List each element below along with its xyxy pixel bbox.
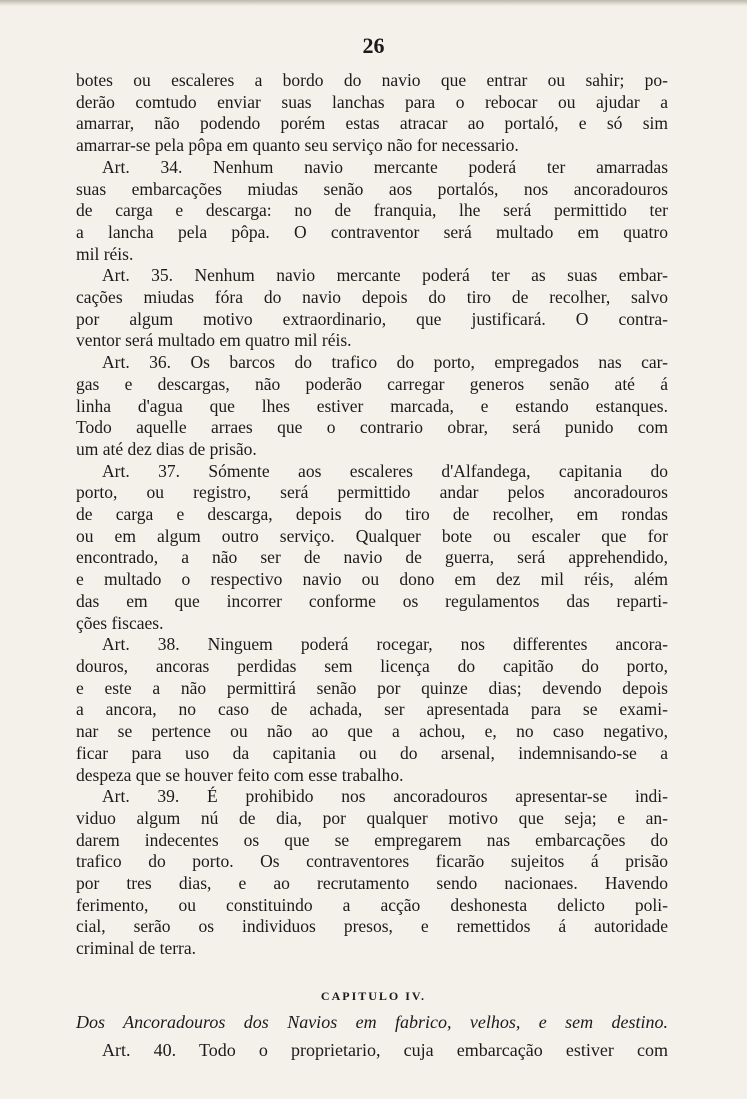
text-line: ventor será multado em quatro mil réis.	[76, 330, 352, 351]
text-line: a ancora, no caso de achada, ser apresentada para se exami-	[76, 699, 668, 720]
text-line: por tres dias, e ao recrutamento sendo nacionaes. Havendo	[76, 873, 668, 894]
text-line: e multado o respectivo navio ou dono em dez mil réis, além	[76, 569, 668, 590]
text-line: um até dez dias de prisão.	[76, 438, 257, 459]
text-line: ções fiscaes.	[76, 612, 164, 633]
body-text	[76, 70, 668, 960]
text-line: viduo algum nú de dia, por qualquer motivo que seja; e an-	[76, 807, 668, 828]
text-line: amarrar-se pela pôpa em quanto seu serviço não for necessario.	[76, 135, 519, 156]
text-line: criminal de terra.	[76, 938, 197, 959]
text-line: ficar para uso da capitania ou do arsenal, indemnisando-se a	[76, 742, 668, 763]
text-line: cial, serão os individuos presos, e remettidos á autoridade	[76, 916, 668, 937]
article-38-start: Art. 38. Ninguem poderá rocegar, nos differentes ancora-	[102, 634, 668, 655]
text-line: mil réis.	[76, 243, 134, 264]
text-line: nar se pertence ou não ao que a achou, e, no caso negativo,	[76, 721, 668, 742]
chapter-heading: CAPITULO IV.	[320, 989, 427, 1003]
text-line: derão comtudo enviar suas lanchas para o rebocar ou ajudar a	[76, 91, 668, 112]
text-line: darem indecentes os que se empregarem nas embarcações do	[76, 829, 668, 850]
text-line: porto, ou registro, será permittido andar pelos ancoradouros	[76, 482, 668, 503]
text-line: gas e descargas, não poderão carregar generos senão até á	[76, 373, 668, 394]
text-line: por algum motivo extraordinario, que justificará. O contra-	[76, 308, 668, 329]
text-line: suas embarcações miudas senão aos portalós, nos ancoradouros	[76, 178, 668, 199]
text-line: amarrar, não podendo porém estas atracar ao portaló, e só sim	[76, 113, 668, 134]
text-line: a lancha pela pôpa. O contraventor será multado em quatro	[76, 221, 668, 242]
article-40-start: Art. 40. Todo o proprietario, cuja embarcação estiver com	[102, 1040, 668, 1060]
article-35-start: Art. 35. Nenhum navio mercante poderá ter as suas embar-	[102, 265, 668, 286]
article-36-start: Art. 36. Os barcos do trafico do porto, empregados nas car-	[102, 352, 668, 373]
text-line: Todo aquelle arraes que o contrario obrar, será punido com	[76, 417, 668, 438]
page-top-edge	[0, 0, 747, 6]
text-line: linha d'agua que lhes estiver marcada, e estando estanques.	[76, 395, 668, 416]
text-line: e este a não permittirá senão por quinze dias; devendo depois	[76, 677, 668, 698]
article-34-start: Art. 34. Nenhum navio mercante poderá ter amarradas	[102, 156, 668, 177]
text-line: trafico do porto. Os contraventores ficarão sujeitos á prisão	[76, 851, 668, 872]
article-39-start: Art. 39. É prohibido nos ancoradouros apresentar-se indi-	[102, 786, 668, 807]
page-number: 26	[362, 33, 385, 58]
text-line: cações miudas fóra do navio depois do tiro de recolher, salvo	[76, 287, 668, 308]
text-line: botes ou escaleres a bordo do navio que entrar ou sahir; po-	[76, 70, 668, 90]
chapter-subtitle: Dos Ancoradouros dos Navios em fabrico, velhos, e sem destino.	[76, 1012, 668, 1032]
text-line: ferimento, ou constituindo a acção deshonesta delicto poli-	[76, 894, 668, 915]
text-line: encontrado, a não ser de navio de guerra, será apprehendido,	[76, 547, 668, 568]
text-line: das em que incorrer conforme os regulamentos das reparti-	[76, 590, 668, 611]
text-line: de carga e descarga, depois do tiro de recolher, em rondas	[76, 504, 668, 525]
article-37-start: Art. 37. Sómente aos escaleres d'Alfandega, capitania do	[102, 460, 668, 481]
text-line: de carga e descarga: no de franquia, lhe será permittido ter	[76, 200, 668, 221]
text-line: douros, ancoras perdidas sem licença do capitão do porto,	[76, 655, 668, 676]
text-line: despeza que se houver feito com esse trabalho.	[76, 764, 404, 785]
text-line: ou em algum outro serviço. Qualquer bote ou escaler que for	[76, 525, 668, 546]
